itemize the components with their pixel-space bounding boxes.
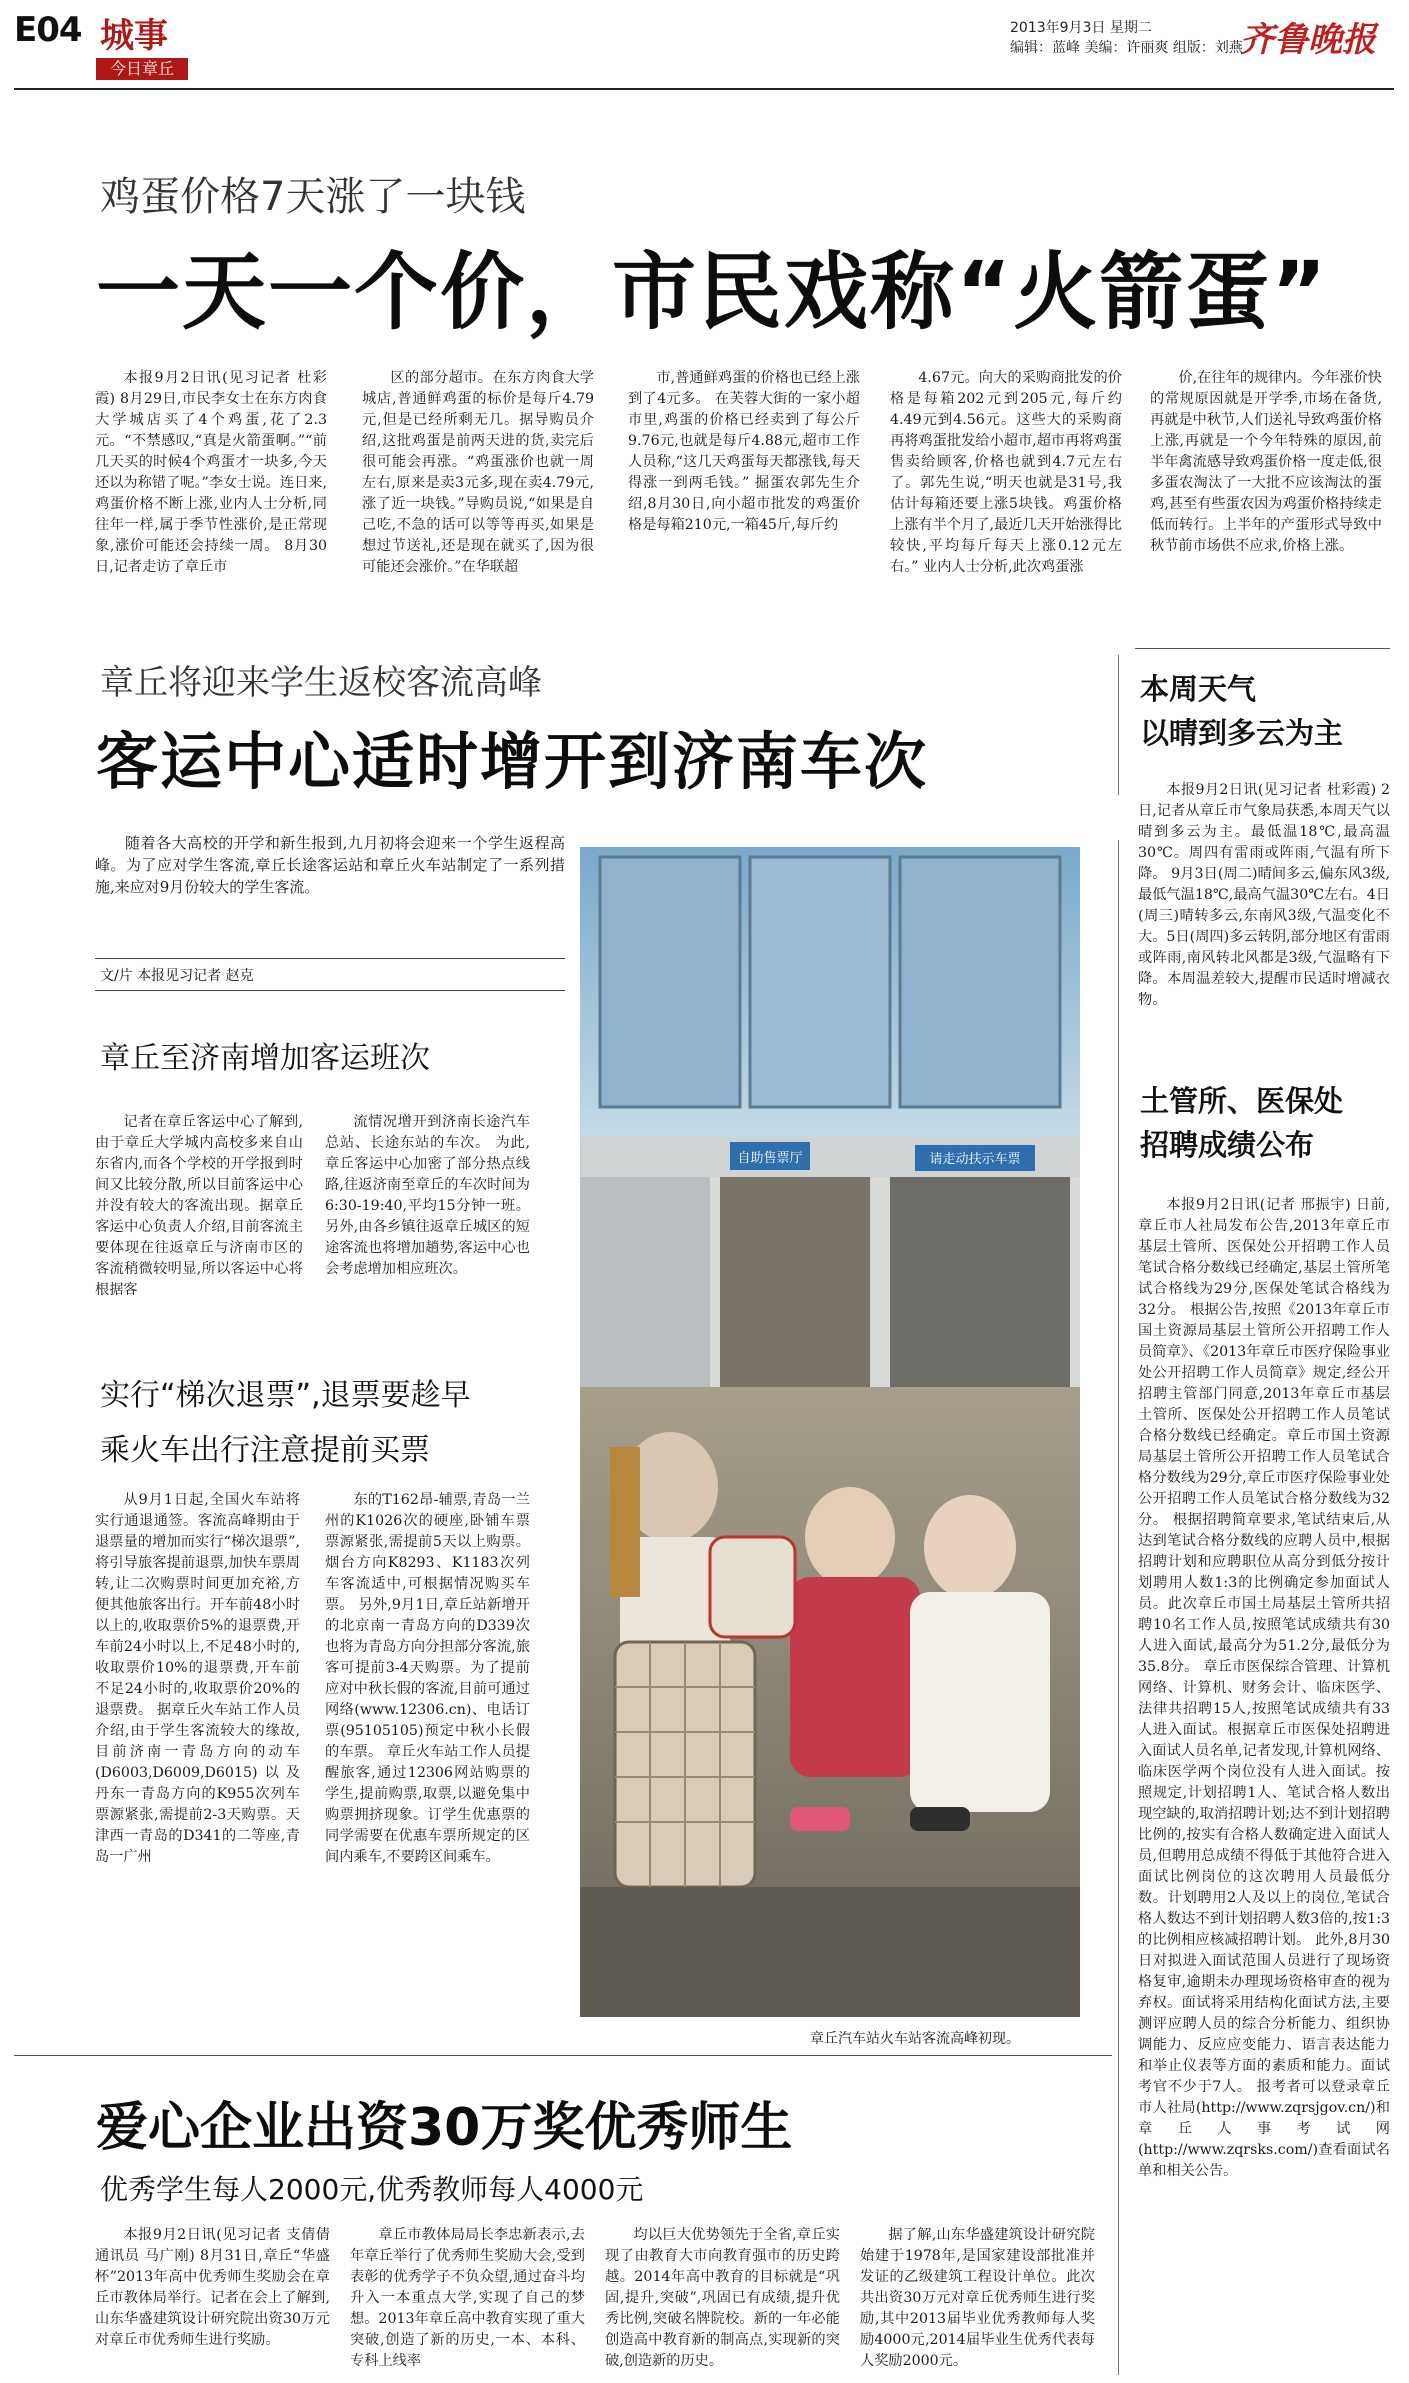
- story1-col-3: 市,普通鲜鸡蛋的价格也已经上涨到了4元多。 在芙蓉大街的一家小超市里,鸡蛋的价格已经卖到了每公斤9.76元,也就是每斤4.88元,超市工作人员称,“这几天鸡蛋每天都涨钱,每天得涨一到两毛钱。” 掘蛋农郭先生介绍,8月30日,向小超市批发的鸡蛋价格是每箱210元,一箱45斤,每斤约: [628, 370, 860, 533]
- header-rule: [14, 88, 1394, 90]
- sign-direction: 请走动扶示车票: [929, 1152, 1021, 1167]
- story3-col-2: 章丘市教体局局长李忠新表示,去年章丘举行了优秀师生奖励大会,受到表彰的优秀学子不负众望,通过奋斗均升入一本重点大学,实现了自己的梦想。2013年章丘高中教育实现了重大突破,创造了新的历史,一本、本科、专科上线率: [350, 2227, 585, 2369]
- page-number: E04: [14, 10, 82, 50]
- story3-col-1: 本报9月2日讯(见习记者 支倩倩 通讯员 马广刚) 8月31日,章丘“华盛杯”2013年高中优秀师生奖励会在章丘市教体局举行。记者在会上了解到,山东华盛建筑设计研究院出资30万元对章丘市优秀师生进行奖励。: [95, 2227, 330, 2348]
- jobs-title-2: 招聘成绩公布: [1140, 1128, 1315, 1162]
- story3-top-rule: [14, 2055, 1112, 2056]
- story3-col-4: 据了解,山东华盛建筑设计研究院始建于1978年,是国家建设部批准并发证的乙级建筑工程设计单位。此次共出资30万元对章丘优秀师生进行奖励,其中2013届毕业优秀教师每人奖励4000元,2014届毕业生优秀代表每人奖励2000元。: [860, 2227, 1095, 2369]
- staff-line: 编辑：蓝峰 美编：许丽爽 组版：刘燕: [1010, 40, 1243, 56]
- masthead-info: [1010, 18, 1243, 58]
- newspaper-logo: 齐鲁晚报: [1240, 20, 1376, 60]
- story2-sub2-title-1: 实行“梯次退票”,退票要趁早: [100, 1378, 471, 1413]
- weather-top-rule: [1135, 648, 1390, 649]
- story1-kicker: 鸡蛋价格7天涨了一块钱: [100, 174, 526, 220]
- story2-sub2-col-1: 从9月1日起,全国火车站将实行通退通签。客流高峰期由于退票量的增加而实行“梯次退票”,将引导旅客提前退票,加快车票周转,让二次购票时间更加充裕,方便其他旅客出行。开车前48小时以上的,收取票价5%的退票费,开车前24小时以上,不足48小时的,收取票价10%的退票费,开车前不足24小时的,收取票价20%的退票费。 据章丘火车站工作人员介绍,由于学生客流较大的缘故,目前济南一青岛方向的动车(D6003,D6009,D6015)以及丹东一青岛方向的K955次列车票源紧张,需提前2-3天购票。天津西一青岛的D341的二等座,青岛一广州: [95, 1492, 300, 1865]
- story1-headline: 一天一个价，市民戏称“火箭蛋”: [96, 243, 1329, 341]
- story2-sub2-title-2: 乘火车出行注意提前买票: [100, 1433, 430, 1468]
- story2-byline: 文/片 本报见习记者 赵克: [100, 968, 254, 984]
- story2-sub2-col-2: 东的T162昂-辅票,青岛一兰州的K1026次的硬座,卧铺车票票源紧张,需提前5天以上购票。烟台方向K8293、K1183次列车客流适中,可根据情况购买车票。 另外,9月1日,章丘站新增开的北京南一青岛方向的D339次也将为青岛方向分担部分客流,旅客可提前3-4天购票。为了提前应对中秋长假的客流,目前可通过网络(www.12306.cn)、电话订票(95105105)预定中秋小长假的车票。 章丘火车站工作人员提醒旅客,通过12306网站购票的学生,提前购票,取票,以避免集中购票拥挤现象。订学生优惠票的同学需要在优惠车票所规定的区间内乘车,不要跨区间乘车。: [325, 1492, 530, 1865]
- story1-col-5: 价,在往年的规律内。今年涨价快的常规原因就是开学季,市场在备货,再就是中秋节,人们送礼导致鸡蛋价格上涨,再就是一个今年特殊的原因,前半年禽流感导致鸡蛋价格一度走低,很多蛋农淘汰了一大批不应该淘汰的蛋鸡,甚至有些蛋农因为鸡蛋价格持续走低而转行。上半年的产蛋形式导致中秋节前市场供不应求,价格上涨。: [1150, 370, 1382, 554]
- story2-sub1-col-2: 流情况增开到济南长途汽车总站、长途东站的车次。 为此,章丘客运中心加密了部分热点线路,往返济南至章丘的车次时间为6:30-19:40,平均15分钟一班。另外,由各乡镇往返章丘城区的短途客流也将增加趟势,客运中心也会考虑增加相应班次。: [325, 1114, 530, 1277]
- weather-title-2: 以晴到多云为主: [1140, 716, 1344, 750]
- weather-body: 本报9月2日讯(见习记者 杜彩霞) 2日,记者从章丘市气象局获悉,本周天气以晴到多云为主。最低温18℃,最高温30℃。周四有雷雨或阵雨,气温有所下降。 9月3日(周二)晴间多云,偏东风3级,最低气温18℃,最高气温30℃左右。4日(周三)晴转多云,东南风3级,气温变化不大。5日(周四)多云转阴,部分地区有雷雨或阵雨,南风转北风都是3级,气温略有下降。本周温差较大,提醒市民适时增减衣物。: [1138, 782, 1390, 1008]
- station-photo-illustration: [580, 847, 1080, 2017]
- story2-kicker: 章丘将迎来学生返校客流高峰: [100, 663, 542, 703]
- story1-col-1: 本报9月2日讯(见习记者 杜彩霞) 8月29日,市民李女士在东方肉食大学城店买了4个鸡蛋,花了2.3元。“不禁感叹,“真是火箭蛋啊。”“前几天买的时候4个鸡蛋才一块多,今天还以为称错了呢。”李女士说。连日来,鸡蛋价格不断上涨,业内人士分析,同往年一样,属于季节性涨价,是正常现象,涨价可能还会持续一周。 8月30日,记者走访了章丘市: [95, 370, 327, 575]
- jobs-title-1: 土管所、医保处: [1140, 1084, 1344, 1118]
- story2-headline: 客运中心适时增开到济南车次: [96, 725, 929, 798]
- story3-headline: 爱心企业出资30万奖优秀师生: [96, 2098, 793, 2158]
- right-column-divider: [1118, 840, 1119, 2375]
- sign-ticket-hall: 自助售票厅: [737, 1151, 803, 1166]
- story3-subhead: 优秀学生每人2000元,优秀教师每人4000元: [100, 2173, 644, 2206]
- jobs-body: 本报9月2日讯(记者 邢振宇) 日前,章丘市人社局发布公告,2013年章丘市基层土管所、医保处公开招聘工作人员笔试合格分数线已经确定,基层土管所笔试合格线为29分,医保处笔试合格线为32分。 根据公告,按照《2013年章丘市国土资源局基层土管所公开招聘工作人员简章》、《2013年章丘市医疗保险事业处公开招聘工作人员简章》规定,经公开招聘主管部门同意,2013年章丘市基层土管所、医保处公开招聘工作人员笔试合格分数线已经确定。章丘市国土资源局基层土管所公开招聘工作人员笔试合格分数线为29分,章丘市医疗保险事业处公开招聘工作人员笔试合格分数线为32分。 根据招聘简章要求,笔试结束后,从达到笔试合格分数线的应聘人员中,根据招聘计划和应聘职位从高分到低分按计划聘用人数1:3的比例确定参加面试人员。此次章丘市国土局基层土管所共招聘10名工作人员,按照笔试成绩共有30人进入面试,最高分为51.2分,最低分为35.8分。 章丘市医保综合管理、计算机网络、计算机、财务会计、临床医学、法律共招聘15人,按照笔试成绩共有33人进入面试。根据章丘市医保处招聘进入面试人员名单,记者发现,计算机网络、临床医学两个岗位没有人进入面试。按照规定,计划招聘1人、笔试合格人数出现空缺的,取消招聘计划;达不到计划招聘比例的,按实有合格人数确定进入面试人员,但聘用总成绩不得低于其他符合进入面试比例岗位的这次聘用人员最低分数。计划聘用2人及以上的岗位,笔试合格人数达不到计划招聘人数3倍的,按1:3的比例相应核减招聘计划。 此外,8月30日对拟进入面试范围人员进行了现场资格复审,逾期未办理现场资格审查的视为弃权。面试将采用结构化面试方法,主要测评应聘人员的综合分析能力、组织协调能力、反应应变能力、语言表达能力和举止仪表等方面的素质和能力。面试考官不少于7人。 报考者可以登录章丘市人社局(http://www.zqrsjgov.cn/)和章丘人事考试网(http://www.zqrsks.com/)查看面试名单和相关公告。: [1138, 1197, 1390, 2179]
- story2-sub1-title: 章丘至济南增加客运班次: [100, 1041, 430, 1076]
- story3-col-3: 均以巨大优势领先于全省,章丘实现了由教育大市向教育强市的历史跨越。2014年高中教育的目标就是“巩固,提升,突破”,巩固已有成绩,提升优秀比例,突破名牌院校。新的一年必能创造高中教育新的制高点,实现新的突破,创造新的历史。: [605, 2227, 840, 2369]
- weather-title-1: 本周天气: [1140, 672, 1257, 706]
- subsection-band: 今日章丘: [96, 58, 188, 80]
- photo-caption: 章丘汽车站火车站客流高峰初现。: [810, 2031, 1020, 2047]
- story2-sub1-col-1: 记者在章丘客运中心了解到,由于章丘大学城内高校多来自山东省内,而各个学校的开学报到时间又比较分散,所以目前客运中心并没有较大的客流出现。据章丘客运中心负责人介绍,目前客流主要体现在往返章丘与济南市区的客流稍微较明显,所以客运中心将根据客: [95, 1114, 303, 1298]
- byline-rule: [95, 990, 565, 991]
- story1-col-2: 区的部分超市。在东方肉食大学城店,普通鲜鸡蛋的标价是每斤4.79元,但是已经所剩无几。据导购员介绍,这批鸡蛋是前两天进的货,卖完后很可能会再涨。“鸡蛋涨价也就一周左右,原来是卖3元多,现在卖4.79元,涨了近一块钱。”导购员说,“如果是自己吃,不急的话可以等等再买,如果是想过节送礼,还是现在就买了,因为很可能还会涨价。”在华联超: [362, 370, 594, 575]
- station-photo: [580, 847, 1080, 2017]
- story2-lead: 随着各大高校的开学和新生报到,九月初将会迎来一个学生返程高峰。为了应对学生客流,章丘长途客运站和章丘火车站制定了一系列措施,来应对9月份较大的学生客流。: [95, 834, 565, 896]
- lead-rule: [95, 958, 565, 959]
- story1-col-4: 4.67元。向大的采购商批发的价格是每箱202元到205元,每斤约4.49元到4.56元。这些大的采购商再将鸡蛋批发给小超市,超市再将鸡蛋售卖给顾客,价格也就到4.7元左右了。郭先生说,“明天也就是31号,我估计每箱还要上涨5块钱。鸡蛋价格上涨有半个月了,最近几天开始涨得比较快,平均每斤每天上涨0.12元左右。” 业内人士分析,此次鸡蛋涨: [890, 370, 1122, 575]
- column-divider: [1118, 655, 1119, 795]
- section-title: 城事: [100, 16, 168, 56]
- date-line: 2013年9月3日 星期二: [1010, 20, 1152, 36]
